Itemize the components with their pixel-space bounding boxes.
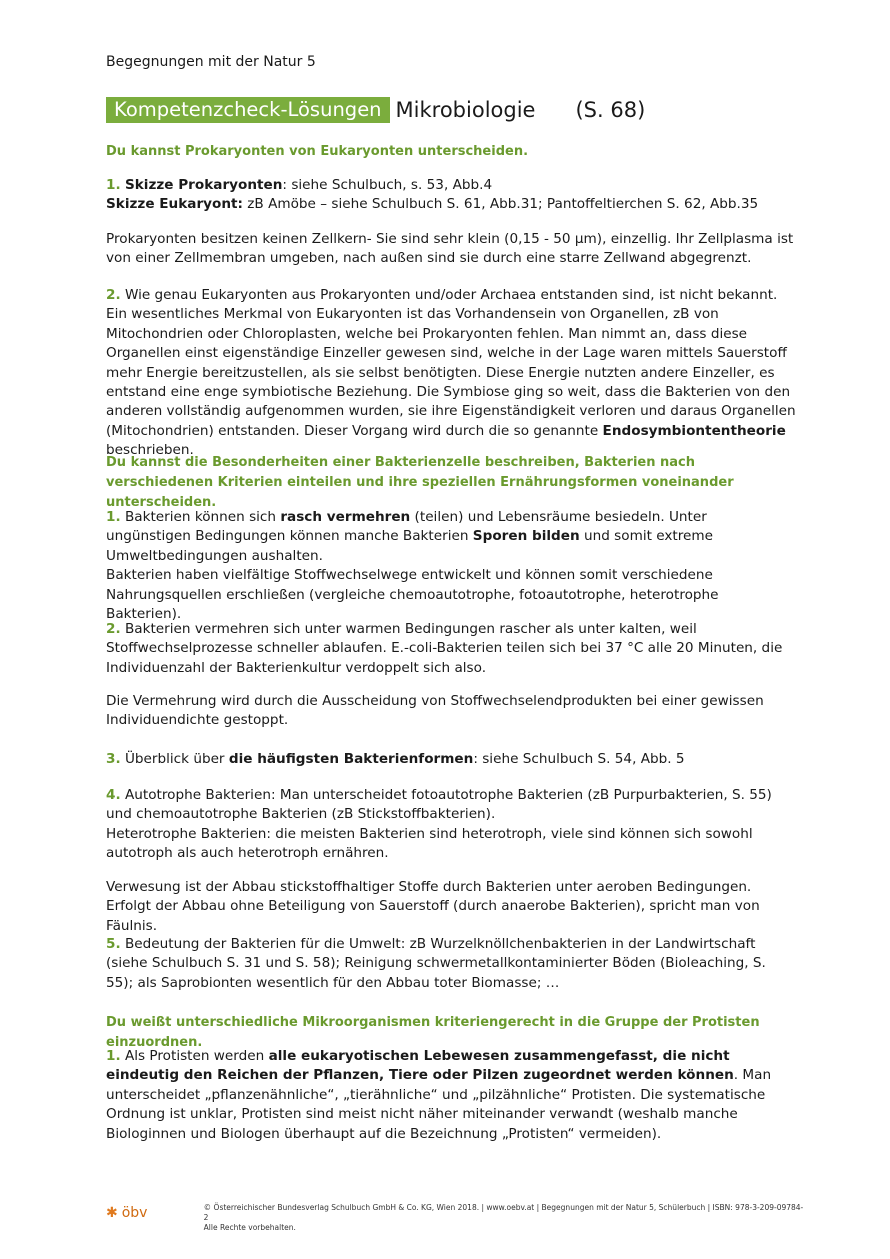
bold-text: die häufigsten Bakterienformen bbox=[228, 751, 474, 767]
text: beschrieben. bbox=[106, 442, 194, 459]
copyright bbox=[204, 1203, 806, 1233]
text: Überblick über bbox=[120, 751, 229, 767]
text: Bakterien haben vielfältige Stoffwechselwege entwickelt und können somit verschiedene Nahrungsquellen erschließen (vergleiche chemoautotrophe, fotoautotrophe, heterotrophe Bakterien). bbox=[106, 567, 719, 623]
paragraph bbox=[106, 286, 796, 461]
copyright-line: © Österreichischer Bundesverlag Schulbuch GmbH & Co. KG, Wien 2018. | www.oebv.at | Begegnungen mit der Natur 5, Schülerbuch | ISBN: 978-3-209-09784-2 bbox=[203, 1203, 804, 1222]
item-number: 4. bbox=[106, 787, 121, 803]
paragraph bbox=[106, 176, 796, 215]
item-number: 1. bbox=[106, 1048, 121, 1064]
paragraph bbox=[106, 878, 796, 936]
star-icon: ✱ bbox=[106, 1205, 118, 1221]
text: : siehe Schulbuch, s. 53, Abb.4 bbox=[282, 177, 493, 193]
bold-text: Skizze Eukaryont: bbox=[106, 196, 243, 213]
bold-text: alle eukaryotischen Lebewesen zusammengefasst, die nicht eindeutig den Reichen der Pflanzen, Tiere oder Pilzen zugeordnet werden können bbox=[106, 1048, 734, 1084]
text: Erfolgt der Abbau ohne Beteiligung von Sauerstoff (durch anaerobe Bakterien), spricht man von Fäulnis. bbox=[106, 898, 760, 934]
text: (teilen) und Lebensräume besiedeln. Unter ungünstigen Bedingungen können manche Bakterien bbox=[106, 509, 707, 545]
item-number: 1. bbox=[106, 509, 121, 525]
text: Bakterien vermehren sich unter warmen Bedingungen rascher als unter kalten, weil Stoffwechselprozesse schneller ablaufen. E.-coli-Bakterien teilen sich bei 37 °C alle 20 Minuten, die Individuenzahl der Bakterienkultur verdoppelt sich also. bbox=[106, 621, 783, 676]
series-title: Begegnungen mit der Natur 5 bbox=[106, 54, 316, 70]
item-number: 5. bbox=[106, 936, 121, 952]
footer bbox=[106, 1203, 806, 1233]
text: Als Protisten werden bbox=[120, 1048, 269, 1064]
bold-text: Sporen bilden bbox=[472, 528, 580, 545]
text: Heterotrophe Bakterien: die meisten Bakterien sind heterotroph, viele sind können sich sowohl autotroph als auch heterotroph ernähren. bbox=[106, 825, 753, 862]
text: Wie genau Eukaryonten aus Prokaryonten und/oder Archaea entstanden sind, ist nicht bekannt. Ein wesentliches Merkmal von Eukaryonten ist das Vorhandensein von Organellen, zB von Mitochondrien oder Chloroplasten, welche bei Prokaryonten fehlen. Man nimmt an, dass diese Organellen einst eigenständige Einzeller gewesen sind, welche in der Lage waren mittels Sauerstoff mehr Energie bereitzustellen, als sie selbst benötigten. Diese Energie nutzten andere Einzeller, es entstand eine enge symbiotische Beziehung. Die Symbiose ging so weit, dass die Bakterien von den anderen vollständig aufgenommen wurden, sie ihre Eigenständigkeit verloren und daraus Organellen (Mitochondrien) entstanden. Dieser Vorgang wird durch die so genannte bbox=[106, 287, 796, 439]
item-number: 2. bbox=[106, 287, 121, 303]
paragraph bbox=[106, 786, 796, 864]
paragraph: Prokaryonten besitzen keinen Zellkern- Sie sind sehr klein (0,15 - 50 µm), einzellig. Ihr Zellplasma ist von einer Zellmembran umgeben, nach außen sind sie durch eine starre Zellwand abgegrenzt. bbox=[106, 231, 794, 267]
paragraph bbox=[106, 935, 796, 993]
bold-text: Skizze Prokaryonten bbox=[124, 177, 283, 193]
section-heading-1: Du kannst Prokaryonten von Eukaryonten unterscheiden. bbox=[106, 144, 529, 159]
text: Bakterien können sich bbox=[120, 509, 281, 525]
copyright-line: Alle Rechte vorbehalten. bbox=[203, 1223, 296, 1232]
paragraph bbox=[106, 508, 796, 624]
title-badge: Kompetenzcheck-Lösungen bbox=[106, 97, 390, 123]
paragraph bbox=[106, 1047, 796, 1144]
text: : siehe Schulbuch S. 54, Abb. 5 bbox=[473, 751, 685, 767]
title-topic: Mikrobiologie bbox=[395, 98, 536, 122]
paragraph: Die Vermehrung wird durch die Ausscheidung von Stoffwechselendprodukten bei einer gewissen Individuendichte gestoppt. bbox=[106, 693, 764, 729]
text: Verwesung ist der Abbau stickstoffhaltiger Stoffe durch Bakterien unter aeroben Bedingungen. bbox=[106, 879, 752, 895]
text: Autotrophe Bakterien: Man unterscheidet fotoautotrophe Bakterien (zB Purpurbakterien, S. 55) und chemoautotrophe Bakterien (zB Stickstoffbakterien). bbox=[106, 787, 772, 823]
text: Bedeutung der Bakterien für die Umwelt: zB Wurzelknöllchenbakterien in der Landwirtschaft (siehe Schulbuch S. 31 und S. 58); Reinigung schwermetallkontaminierter Böden (Bioleaching, S. 55); als Saprobionten wesentlich für den Abbau toter Biomasse; … bbox=[106, 936, 766, 991]
text: zB Amöbe – siehe Schulbuch S. 61, Abb.31; Pantoffeltierchen S. 62, Abb.35 bbox=[242, 196, 759, 213]
bold-text: rasch vermehren bbox=[280, 509, 411, 525]
item-number: 1. bbox=[106, 177, 121, 193]
section-heading-2: Du kannst die Besonderheiten einer Bakterienzelle beschreiben, Bakterien nach verschiedenen Kriterien einteilen und ihre speziellen Ernährungsformen voneinander unterscheiden. bbox=[106, 455, 734, 510]
title-page: (S. 68) bbox=[575, 98, 646, 122]
logo-text: öbv bbox=[121, 1205, 148, 1221]
text: . Man unterscheidet „pflanzenähnliche“, „tierähnliche“ und „pilzähnliche“ Protisten. Die systematische Ordnung ist unklar, Protisten sind meist nicht näher miteinander verwandt (weshalb manche Biologinnen und Biologen überhaupt auf die Bezeichnung „Protisten“ vermeiden). bbox=[106, 1067, 772, 1142]
publisher-logo bbox=[106, 1205, 204, 1221]
item-number: 2. bbox=[106, 621, 121, 637]
section-heading-3: Du weißt unterschiedliche Mikroorganismen kriteriengerecht in die Gruppe der Protisten einzuordnen. bbox=[106, 1015, 760, 1050]
item-number: 3. bbox=[106, 751, 121, 767]
paragraph bbox=[106, 620, 796, 678]
text: und somit extreme Umweltbedingungen aushalten. bbox=[106, 528, 714, 564]
paragraph bbox=[106, 750, 796, 769]
page-title bbox=[106, 96, 645, 124]
bold-text: Endosymbiontentheorie bbox=[602, 422, 786, 439]
